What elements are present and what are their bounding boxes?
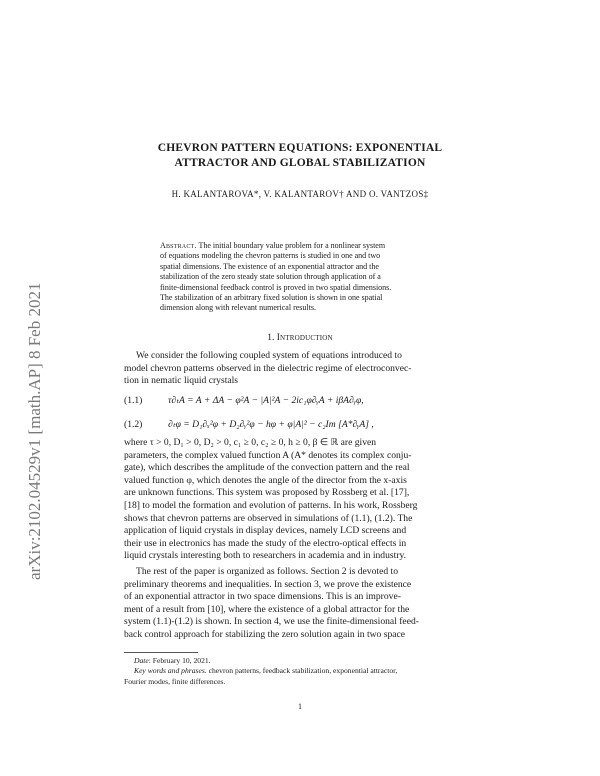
text-line: valued function φ, which denotes the angle of the director from the x-axis bbox=[124, 474, 407, 486]
text-line: their use in electronics has made the study of the electro-optical effects in bbox=[124, 537, 407, 549]
arxiv-identifier-stamp bbox=[10, 200, 56, 580]
page-number: 1 bbox=[298, 702, 302, 711]
text-line: The rest of the paper is organized as follows. Section 2 is devoted to bbox=[136, 566, 398, 577]
equation-number: (1.1) bbox=[124, 395, 143, 406]
text-line: shows that chevron patterns are observed in simulations of (1.1), (1.2). The bbox=[124, 512, 413, 524]
date-value: : February 10, 2021. bbox=[148, 656, 211, 665]
text-line: model chevron patterns observed in the dielectric regime of electroconvec- bbox=[124, 362, 412, 374]
section-heading bbox=[120, 333, 480, 343]
text-line: where τ > 0, D₁ > 0, D₂ > 0, c₁ ≥ 0, c₂ ≥ 0, h ≥ 0, β ∈ ℝ are given bbox=[124, 437, 377, 448]
footnote-keywords-cont: Fourier modes, finite differences. bbox=[124, 676, 226, 686]
text-line: We consider the following coupled system of equations introduced to bbox=[136, 350, 402, 361]
equation-block bbox=[124, 395, 476, 443]
equation-body: τ∂ₜA = A + ΔA − φ²A − |A|²A − 2ic₁φ∂ᵧA + iβA∂ᵧφ, bbox=[168, 395, 364, 406]
text-line: system (1.1)-(1.2) is shown. In section 4, we use the finite-dimensional feed- bbox=[124, 616, 419, 628]
equation-body: ∂ₜφ = D₁∂ₓ²φ + D₂∂ᵧ²φ − hφ + φ|A|² − c₂Im [A*∂ᵧA] , bbox=[168, 419, 374, 430]
equation-number: (1.2) bbox=[124, 419, 143, 430]
section-number: 1. bbox=[267, 333, 275, 343]
arxiv-identifier-text: arXiv:2102.04529v1 [math.AP] 8 Feb 2021 bbox=[25, 282, 44, 580]
abstract-block bbox=[160, 241, 442, 314]
abstract-text: The initial boundary value problem for a nonlinear system bbox=[196, 241, 386, 250]
text-line: of an exponential attractor in two space dimensions. This is an improve- bbox=[124, 591, 401, 603]
title-line-2: ATTRACTOR AND GLOBAL STABILIZATION bbox=[174, 157, 426, 169]
footnote-date bbox=[124, 656, 476, 666]
footnote-divider bbox=[124, 652, 198, 653]
date-label: Date bbox=[134, 656, 149, 665]
abstract-line bbox=[160, 241, 442, 251]
abstract-line: stabilization of the zero steady state solution through application of a bbox=[160, 272, 381, 282]
abstract-line: spatial dimensions. The existence of an exponential attractor and the bbox=[160, 261, 379, 271]
text-line: liquid crystals interesting both to researchers in academia and in industry. bbox=[124, 550, 407, 562]
text-line: back control approach for stabilizing the zero solution again in two space bbox=[124, 628, 406, 640]
title-line-1: CHEVRON PATTERN EQUATIONS: EXPONENTIAL bbox=[157, 142, 443, 154]
text-line: gate), which describes the amplitude of the convection pattern and the real bbox=[124, 462, 410, 474]
text-line: [18] to model the formation and evolution of patterns. In his work, Rossberg bbox=[124, 499, 418, 511]
paper-title bbox=[120, 141, 480, 171]
abstract-line: of equations modeling the chevron patterns is studied in one and two bbox=[160, 251, 381, 261]
text-line: application of liquid crystals in display devices, namely LCD screens and bbox=[124, 525, 407, 537]
equation-1-1 bbox=[124, 395, 476, 419]
body-paragraph-2 bbox=[124, 437, 476, 563]
intro-paragraph bbox=[124, 350, 476, 388]
abstract-line: The stabilization of an arbitrary fixed solution is shown in one spatial bbox=[160, 293, 383, 303]
abstract-label: Abstract. bbox=[160, 241, 197, 250]
footnote-keywords bbox=[124, 666, 476, 676]
text-line: tion in nematic liquid crystals bbox=[124, 375, 239, 387]
abstract-line: dimension along with relevant numerical results. bbox=[160, 303, 316, 313]
body-paragraph-3 bbox=[124, 566, 476, 642]
keywords-label: Key words and phrases. bbox=[134, 666, 207, 676]
author-list: H. KALANTAROVA*, V. KALANTAROV† AND O. VANTZOS‡ bbox=[171, 189, 429, 199]
text-line: parameters, the complex valued function A (A* denotes its complex conju- bbox=[124, 449, 412, 461]
abstract-line: finite-dimensional feedback control is proved in two spatial dimensions. bbox=[160, 282, 392, 292]
footnotes bbox=[124, 656, 476, 687]
text-line: are unknown functions. This system was proposed by Rossberg et al. [17], bbox=[124, 487, 410, 499]
text-line: preliminary theorems and inequalities. In section 3, we prove the existence bbox=[124, 578, 412, 590]
text-line: ment of a result from [10], where the existence of a global attractor for the bbox=[124, 603, 410, 615]
section-title: Introduction bbox=[276, 333, 333, 343]
keywords-value: chevron patterns, feedback stabilization, exponential attractor, bbox=[206, 666, 398, 676]
